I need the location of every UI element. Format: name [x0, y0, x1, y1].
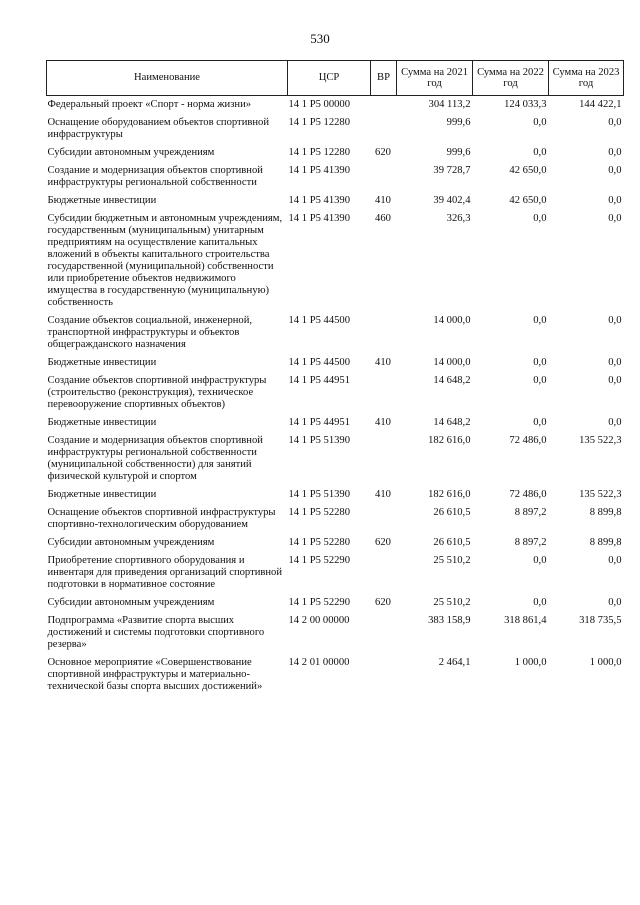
row-vr [371, 165, 397, 195]
row-vr [371, 117, 397, 147]
row-csr: 14 1 Р5 44500 [288, 315, 351, 326]
row-sum-2023: 135 522,3 [579, 435, 622, 446]
row-vr: 410 [375, 195, 391, 206]
table-row [47, 489, 624, 507]
table-row [47, 147, 624, 165]
table-row [47, 435, 624, 489]
table-row [47, 96, 624, 118]
header-sum-2021: Сумма на 2021 год [397, 61, 473, 96]
row-sum-2021: 999,6 [446, 147, 471, 158]
row-sum-2022: 72 486,0 [509, 435, 547, 446]
row-csr: 14 2 00 00000 [288, 615, 350, 626]
row-sum-2023: 0,0 [608, 555, 622, 566]
row-name: Субсидии автономным учреждениям [47, 147, 215, 158]
row-sum-2023: 144 422,1 [579, 99, 622, 110]
row-sum-2021: 26 610,5 [433, 537, 471, 548]
header-csr: ЦСР [288, 61, 371, 96]
row-name: Бюджетные инвестиции [47, 489, 157, 500]
row-sum-2022: 0,0 [533, 357, 547, 368]
table-row [47, 507, 624, 537]
table-row [47, 417, 624, 435]
row-sum-2023: 318 735,5 [579, 615, 622, 626]
row-sum-2022: 1 000,0 [514, 657, 547, 668]
row-sum-2021: 182 616,0 [428, 489, 471, 500]
table-row [47, 315, 624, 357]
header-vr: ВР [371, 61, 397, 96]
row-name: Создание и модернизация объектов спортивной инфраструктуры региональной собственности (муниципальной собственности) для занятий физической культурой и спортом [47, 435, 263, 482]
row-sum-2021: 39 402,4 [433, 195, 471, 206]
header-sum-2023: Сумма на 2023 год [549, 61, 624, 96]
row-sum-2022: 124 033,3 [504, 99, 547, 110]
row-sum-2022: 8 897,2 [514, 537, 547, 548]
row-vr [371, 555, 397, 597]
row-vr [371, 435, 397, 489]
table-row [47, 165, 624, 195]
row-vr: 620 [375, 597, 391, 608]
row-vr [371, 657, 397, 699]
row-sum-2022: 0,0 [533, 147, 547, 158]
row-sum-2022: 0,0 [533, 375, 547, 386]
table-row [47, 357, 624, 375]
row-sum-2021: 25 510,2 [433, 555, 471, 566]
row-sum-2022: 0,0 [533, 117, 547, 128]
row-name: Приобретение спортивного оборудования и инвентаря для приведения организаций спортивной подготовки в нормативное состояние [47, 555, 283, 590]
row-name: Субсидии автономным учреждениям [47, 597, 215, 608]
row-sum-2021: 25 510,2 [433, 597, 471, 608]
row-csr: 14 1 Р5 41390 [288, 213, 351, 224]
row-name: Бюджетные инвестиции [47, 195, 157, 206]
row-sum-2021: 14 648,2 [433, 375, 471, 386]
row-name: Бюджетные инвестиции [47, 357, 157, 368]
row-sum-2022: 8 897,2 [514, 507, 547, 518]
table-row [47, 537, 624, 555]
row-vr: 460 [375, 213, 391, 224]
row-name: Бюджетные инвестиции [47, 417, 157, 428]
row-csr: 14 1 Р5 52280 [288, 507, 351, 518]
row-sum-2023: 0,0 [608, 147, 622, 158]
row-sum-2021: 14 000,0 [433, 357, 471, 368]
row-name: Субсидии автономным учреждениям [47, 537, 215, 548]
row-sum-2021: 326,3 [446, 213, 471, 224]
table-row [47, 615, 624, 657]
row-csr: 14 1 Р5 44951 [288, 417, 351, 428]
row-vr [371, 507, 397, 537]
row-sum-2021: 14 000,0 [433, 315, 471, 326]
row-csr: 14 1 Р5 52280 [288, 537, 351, 548]
row-sum-2021: 39 728,7 [433, 165, 471, 176]
row-name: Подпрограмма «Развитие спорта высших достижений и системы подготовки спортивного резерва» [47, 615, 265, 650]
row-sum-2021: 999,6 [446, 117, 471, 128]
row-csr: 14 1 Р5 41390 [288, 165, 351, 176]
row-csr: 14 1 Р5 52290 [288, 597, 351, 608]
row-vr [371, 96, 397, 118]
row-csr: 14 1 Р5 51390 [288, 435, 351, 446]
row-sum-2021: 2 464,1 [438, 657, 471, 668]
row-sum-2021: 383 158,9 [428, 615, 471, 626]
row-csr: 14 1 Р5 12280 [288, 147, 351, 158]
row-vr [371, 375, 397, 417]
row-csr: 14 2 01 00000 [288, 657, 350, 668]
row-name: Создание объектов социальной, инженерной, транспортной инфраструктуры и объектов общегражданского назначения [47, 315, 253, 350]
row-vr [371, 615, 397, 657]
row-csr: 14 1 Р5 12280 [288, 117, 351, 128]
table-row [47, 213, 624, 315]
table-body [47, 96, 624, 700]
row-csr: 14 1 Р5 00000 [288, 99, 351, 110]
row-sum-2023: 0,0 [608, 165, 622, 176]
row-vr: 410 [375, 489, 391, 500]
row-sum-2023: 0,0 [608, 375, 622, 386]
row-sum-2022: 318 861,4 [504, 615, 547, 626]
row-sum-2021: 14 648,2 [433, 417, 471, 428]
row-vr: 410 [375, 357, 391, 368]
row-name: Оснащение объектов спортивной инфраструктуры спортивно-технологическим оборудованием [47, 507, 276, 530]
row-sum-2022: 72 486,0 [509, 489, 547, 500]
row-sum-2023: 0,0 [608, 597, 622, 608]
budget-table [46, 60, 624, 699]
row-sum-2021: 182 616,0 [428, 435, 471, 446]
row-sum-2022: 0,0 [533, 555, 547, 566]
row-sum-2022: 42 650,0 [509, 165, 547, 176]
row-sum-2022: 0,0 [533, 213, 547, 224]
row-sum-2021: 304 113,2 [428, 99, 471, 110]
row-sum-2023: 0,0 [608, 195, 622, 206]
row-sum-2022: 0,0 [533, 597, 547, 608]
row-csr: 14 1 Р5 52290 [288, 555, 351, 566]
table-row [47, 555, 624, 597]
table-row [47, 117, 624, 147]
row-name: Создание и модернизация объектов спортивной инфраструктуры региональной собственности [47, 165, 263, 188]
row-csr: 14 1 Р5 44951 [288, 375, 351, 386]
row-sum-2023: 1 000,0 [589, 657, 622, 668]
header-name: Наименование [47, 61, 288, 96]
row-sum-2023: 8 899,8 [589, 507, 622, 518]
table-row [47, 657, 624, 699]
row-csr: 14 1 Р5 41390 [288, 195, 351, 206]
row-sum-2023: 0,0 [608, 417, 622, 428]
table-row [47, 597, 624, 615]
row-name: Оснащение оборудованием объектов спортивной инфраструктуры [47, 117, 269, 140]
table-row [47, 195, 624, 213]
header-sum-2022: Сумма на 2022 год [473, 61, 549, 96]
row-sum-2021: 26 610,5 [433, 507, 471, 518]
row-csr: 14 1 Р5 44500 [288, 357, 351, 368]
table-row [47, 375, 624, 417]
row-sum-2023: 0,0 [608, 117, 622, 128]
page-number: 530 [310, 31, 330, 46]
row-sum-2023: 8 899,8 [589, 537, 622, 548]
row-vr: 620 [375, 537, 391, 548]
row-vr [371, 315, 397, 357]
row-vr: 620 [375, 147, 391, 158]
row-name: Субсидии бюджетным и автономным учреждениям, государственным (муниципальным) унитарным предприятиям на осуществление капитальных вложений в объекты капитального строительства государственной (муниципальной) собственности или приобретение объектов недвижимого имущества в государственную (муниципальную) собственность [47, 213, 283, 308]
row-vr: 410 [375, 417, 391, 428]
row-sum-2022: 42 650,0 [509, 195, 547, 206]
table-header [47, 61, 624, 96]
row-sum-2022: 0,0 [533, 417, 547, 428]
row-sum-2023: 0,0 [608, 357, 622, 368]
row-name: Федеральный проект «Спорт - норма жизни» [47, 99, 252, 110]
row-sum-2023: 0,0 [608, 315, 622, 326]
row-name: Основное мероприятие «Совершенствование спортивной инфраструктуры и материально-технической базы спорта высших достижений» [47, 657, 263, 692]
row-sum-2023: 135 522,3 [579, 489, 622, 500]
row-csr: 14 1 Р5 51390 [288, 489, 351, 500]
row-sum-2023: 0,0 [608, 213, 622, 224]
row-sum-2022: 0,0 [533, 315, 547, 326]
row-name: Создание объектов спортивной инфраструктуры (строительство (реконструкция), техническое перевооружение спортивных объектов) [47, 375, 267, 410]
